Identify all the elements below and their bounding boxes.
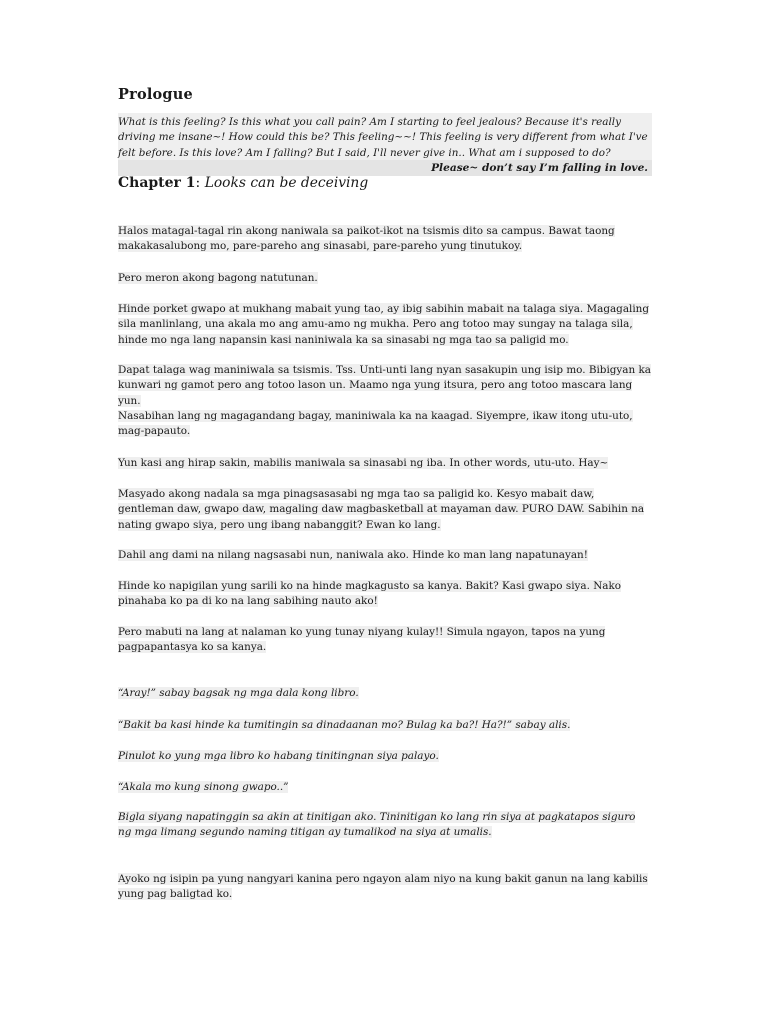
paragraph: Dapat talaga wag maniniwala sa tsismis. Tss. Unti-unti lang nyan sasakupin ung isip mo. Bibigyan ka kunwari ng gamot pero ang totoo lason un. Maamo nga yung itsura, pero ang totoo mascara lang yun. [118,364,651,407]
dialogue-line: “Aray!” sabay bagsak ng mga dala kong libro. [118,687,359,699]
paragraph: Dahil ang dami na nilang nagsasabi nun, naniwala ako. Hinde ko man lang napatunayan! [118,549,588,561]
paragraph: Pero mabuti na lang at nalaman ko yung tunay niyang kulay!! Simula ngayon, tapos na yung pagpapantasya ko sa kanya. [118,626,606,654]
prologue-tagline: Please~ don’t say I’m falling in love. [118,160,652,176]
paragraph: Ayoko ng isipin pa yung nangyari kanina pero ngayon alam niyo na kung bakit ganun na lang kabilis yung pag baligtad ko. [118,873,648,901]
paragraph: Pero meron akong bagong natutunan. [118,272,318,284]
dialogue-line: “Bakit ba kasi hinde ka tumitingin sa dinadaanan mo? Bulag ka ba?! Ha?!” sabay alis. [118,719,571,731]
chapter-separator: : [195,175,201,191]
dialogue-line: “Akala mo kung sinong gwapo..” [118,781,289,793]
paragraph: Hinde ko napigilan yung sarili ko na hinde magkagusto sa kanya. Bakit? Kasi gwapo siya. Nako pinahaba ko pa di ko na lang sabihing nauto ako! [118,580,622,608]
paragraph: Halos matagal-tagal rin akong naniwala sa paikot-ikot na tsismis dito sa campus. Bawat taong makakasalubong mo, pare-pareho ang sinasabi, pare-pareho yung tinutukoy. [118,225,615,253]
chapter-label: Chapter 1 [118,175,196,191]
prologue-title: Prologue [118,86,193,103]
paragraph: Hinde porket gwapo at mukhang mabait yung tao, ay ibig sabihin mabait na talaga siya. Magagaling sila manlinlang, una akala mo ang amu-amo ng mukha. Pero ang totoo may sungay na talaga sila, hinde mo nga lang napansin kasi naniniwala ka sa sinasabi ng mga tao sa paligid mo. [118,303,650,346]
paragraph: Masyado akong nadala sa mga pinagsasasabi ng mga tao sa paligid ko. Kesyo mabait daw, gentleman daw, gwapo daw, magaling daw magbasketball at mayaman daw. PURO DAW. Sabihin na nating gwapo siya, pero ung ibang nabanggit? Ewan ko lang. [118,488,645,531]
paragraph: Yun kasi ang hirap sakin, mabilis maniwala sa sinasabi ng iba. In other words, utu-uto. Hay~ [118,457,609,469]
chapter-subtitle: Looks can be deceiving [204,175,369,191]
chapter-heading [118,175,368,191]
prologue-text: What is this feeling? Is this what you call pain? Am I starting to feel jealous? Because it's really driving me insane~! How could this be? This feeling~~! This feeling is very different from what I've felt before. Is this love? Am I falling? But I said, I'll never give in.. What am i supposed to do? [118,113,652,162]
dialogue-line: Bigla siyang napatinggin sa akin at tinitigan ako. Tininitigan ko lang rin siya at pagkatapos siguro ng mga limang segundo naming titigan ay tumalikod na siya at umalis. [118,811,636,839]
dialogue-line: Pinulot ko yung mga libro ko habang tinitingnan siya palayo. [118,750,439,762]
paragraph: Nasabihan lang ng magagandang bagay, maniniwala ka na kaagad. Siyempre, ikaw itong utu-uto, mag-papauto. [118,410,633,438]
